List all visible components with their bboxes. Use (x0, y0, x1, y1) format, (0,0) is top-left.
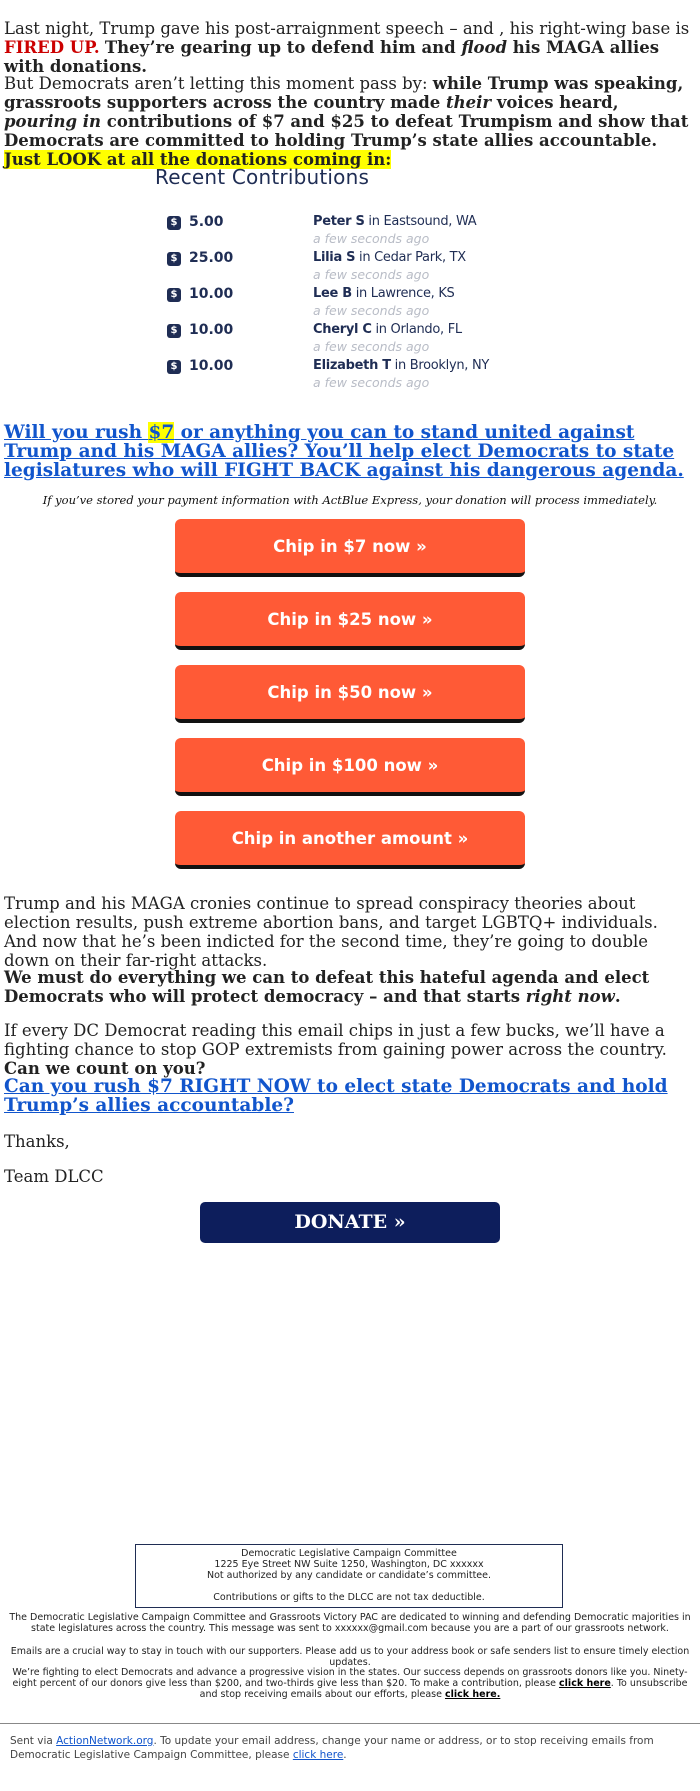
footer-safe-senders-text: Emails are a crucial way to stay in touch with our supporters. Please add us to your address book or safe senders list to ensure timely election updates. (10, 1646, 690, 1668)
rush-7-link[interactable]: Can you rush $7 RIGHT NOW to elect state Democrats and hold Trump’s allies accountable? (4, 1076, 668, 1116)
footer-divider (0, 1723, 700, 1724)
fired-up-dot: . (93, 38, 100, 57)
rush-link-paragraph[interactable] (0, 1077, 700, 1115)
contributor (313, 322, 462, 337)
p2-bold-c: contributions of $7 and $25 to defeat Trumpism and show that Democrats are committed to holding Trump’s state allies accountable. (4, 112, 689, 150)
intro-paragraph-1 (0, 19, 700, 76)
intro-text: Last night, Trump gave his post-arraignment speech – and , his right-wing base is (4, 19, 690, 38)
ask-link[interactable] (0, 423, 700, 480)
contribution-time: a few seconds ago (313, 231, 430, 246)
contributor-location: in Eastsound, WA (364, 214, 477, 229)
contributor-location: in Orlando, FL (371, 322, 462, 337)
contributor-name: Peter S (313, 214, 365, 229)
p4-text: We must do everything we can to defeat this hateful agenda and elect Democrats who will protect democracy – and that starts (4, 968, 650, 1006)
thanks-text: Thanks, (4, 1132, 70, 1151)
dollar-icon: $ (167, 252, 181, 266)
contribution-time: a few seconds ago (313, 375, 430, 390)
recent-contributions-widget (155, 165, 515, 390)
org-name: Democratic Legislative Campaign Committee (241, 1548, 457, 1559)
contributor (313, 214, 476, 229)
contributor-location: in Lawrence, KS (351, 286, 455, 301)
org-address: 1225 Eye Street NW Suite 1250, Washington, DC xxxxxx (214, 1559, 484, 1570)
p2-text: But Democrats aren’t letting this moment pass by: (4, 74, 433, 93)
contributor-location: in Cedar Park, TX (355, 250, 466, 265)
footer-box-spacer (136, 1581, 562, 1592)
p2-bold-b: voices heard, (491, 93, 619, 112)
contributor-name: Lee B (313, 286, 352, 301)
p4-dot: . (614, 987, 621, 1006)
sent-via-c: . (343, 1749, 347, 1761)
contribution-time: a few seconds ago (313, 303, 430, 318)
contributions-title: Recent Contributions (155, 165, 370, 189)
contribution-time: a few seconds ago (313, 267, 430, 282)
sent-via-text (10, 1734, 680, 1762)
contribution-amount: 5.00 (189, 214, 224, 230)
footer-disclaimer-box (135, 1544, 563, 1608)
chip-in-other-button[interactable]: Chip in another amount » (175, 811, 525, 869)
contributor-location: in Brooklyn, NY (390, 358, 490, 373)
contributor (313, 358, 489, 373)
donations-highlight: Just LOOK at all the donations coming in: (4, 150, 392, 169)
chip-in-100-button[interactable]: Chip in $100 now » (175, 738, 525, 796)
intro-bold-b: his MAGA allies with donations. (4, 38, 660, 76)
ask-link-text-a[interactable]: Will you rush (4, 422, 149, 443)
footer-contribute-text (8, 1667, 692, 1700)
flood-text: flood (461, 38, 507, 57)
body-paragraph-5 (0, 1021, 700, 1078)
sent-via-b: . To update your email address, change your name or address, or to stop receiving emails from Democratic Legislative Campaign Committee, please (10, 1735, 654, 1761)
chip-in-25-button[interactable]: Chip in $25 now » (175, 592, 525, 650)
fired-up-text: FIRED UP (4, 38, 94, 57)
intro-paragraph-2 (0, 74, 700, 169)
chip-in-7-button[interactable]: Chip in $7 now » (175, 519, 525, 577)
contribution-row (167, 322, 507, 358)
sent-via-a: Sent via (10, 1735, 57, 1747)
right-now-text: right now (525, 987, 615, 1006)
their-text: their (446, 93, 492, 112)
authorization-note: Not authorized by any candidate or candidate’s committee. (206, 1570, 492, 1581)
footer-contribute-a: We’re fighting to elect Democrats and advance a progressive vision in the states. Our success depends on grassroots donors like you. Ninety-eight percent of our donors give less than $200, and two-thirds give less than $20. To make a contribution, please (12, 1667, 688, 1689)
signoff-text: Team DLCC (4, 1167, 104, 1186)
contributor-name: Elizabeth T (313, 358, 391, 373)
donate-button[interactable]: DONATE » (200, 1202, 500, 1243)
dollar-icon: $ (167, 324, 181, 338)
body-paragraph-3: Trump and his MAGA cronies continue to spread conspiracy theories about election results, push extreme abortion bans, and target LGBTQ+ individuals. And now that he’s been indicted for the second time, they’re going to double down on their far-right attacks. (4, 894, 658, 970)
contributor (313, 286, 455, 301)
dollar-icon: $ (167, 288, 181, 302)
unsubscribe-link[interactable]: click here. (444, 1689, 501, 1700)
ask-link-text-b[interactable]: or anything you can to stand united against Trump and his MAGA allies? You’ll help elect Democrats to state legislatures who will FIGHT BACK against his dangerous agenda. (4, 422, 684, 481)
chip-in-50-button[interactable]: Chip in $50 now » (175, 665, 525, 723)
contribution-amount: 10.00 (189, 286, 234, 302)
pouring-in-text: pouring in (4, 112, 102, 131)
contributor (313, 250, 466, 265)
ask-link-amount[interactable]: $7 (148, 422, 175, 443)
footer-contribute-b: . To unsubscribe and stop receiving emails about our efforts, please (199, 1678, 688, 1700)
tax-note: Contributions or gifts to the DLCC are not tax deductible. (213, 1592, 485, 1603)
p5-text: If every DC Democrat reading this email chips in just a few bucks, we’ll have a fighting chance to stop GOP extremists from gaining power across the country. (4, 1021, 667, 1059)
contribution-amount: 10.00 (189, 358, 234, 374)
dollar-icon: $ (167, 360, 181, 374)
p2-bold-a: while Trump was speaking, grassroots supporters across the country made (4, 74, 684, 112)
contribution-row (167, 214, 507, 250)
contribution-row (167, 358, 507, 394)
contributor-name: Cheryl C (313, 322, 372, 337)
contribution-row (167, 250, 507, 286)
contributor-name: Lilia S (313, 250, 356, 265)
body-paragraph-4 (0, 968, 700, 1006)
contribution-amount: 25.00 (189, 250, 234, 266)
contribution-amount: 10.00 (189, 322, 234, 338)
contribute-link[interactable]: click here (559, 1678, 611, 1689)
actblue-express-note: If you’ve stored your payment information with ActBlue Express, your donation will process immediately. (42, 493, 658, 507)
contribution-row (167, 286, 507, 322)
count-on-you-text: Can we count on you? (4, 1059, 206, 1078)
contribution-time: a few seconds ago (313, 339, 430, 354)
dollar-icon: $ (167, 216, 181, 230)
actionnetwork-link[interactable]: ActionNetwork.org (56, 1735, 154, 1747)
update-email-link[interactable]: click here (292, 1749, 344, 1761)
intro-bold-a: They’re gearing up to defend him and (104, 38, 462, 57)
footer-mission-text: The Democratic Legislative Campaign Committee and Grassroots Victory PAC are dedicated to winning and defending Democratic majorities in state legislatures across the country. This message was sent to xxxxxx@gmail.com because you are a part of our grassroots network. (9, 1612, 691, 1634)
